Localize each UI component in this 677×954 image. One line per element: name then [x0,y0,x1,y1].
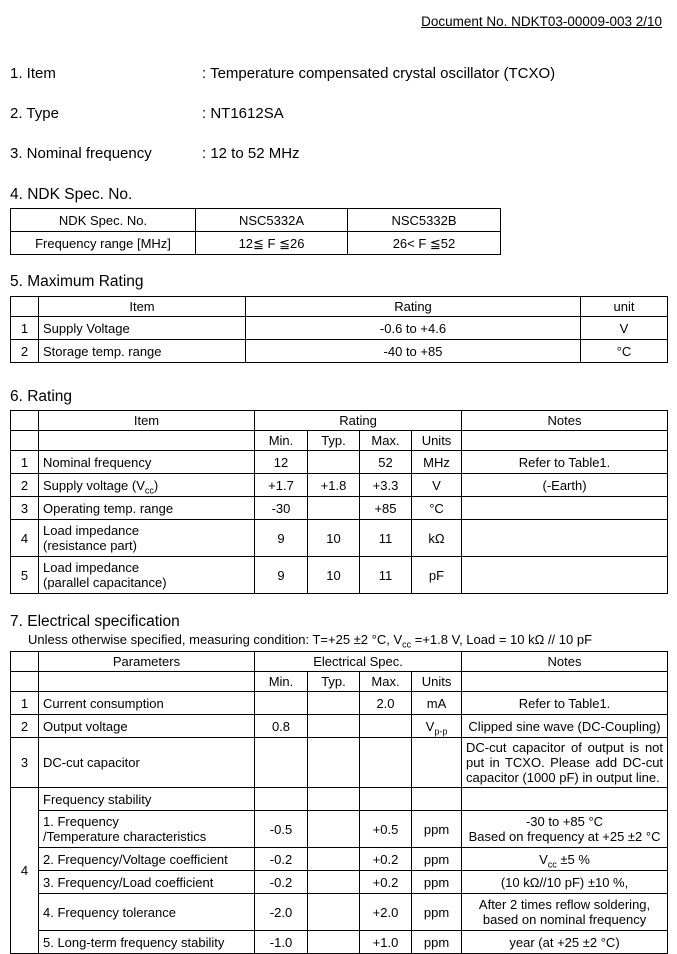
table-row [11,692,668,715]
cell-min: 12 [255,451,308,474]
item-value: : Temperature compensated crystal oscillator (TCXO) [202,65,556,82]
notes-line1: After 2 times reflow soldering, [478,897,651,912]
cell-typ [308,451,360,474]
table-header-row [11,297,668,317]
cell-blank [11,431,39,451]
cell-blank [39,672,255,692]
cell-units: ppm [412,894,462,931]
cell-units: ppm [412,871,462,894]
cell-typ: 10 [308,557,360,594]
cell-notes [462,520,668,557]
item-line2: (resistance part) [43,538,137,553]
cell-typ [308,848,360,871]
item-list [10,65,667,162]
cell-notes [462,497,668,520]
cell-max: 52 [360,451,412,474]
cell-unit: °C [581,340,668,363]
table-row [11,520,668,557]
table-row [11,474,668,497]
cell-item [39,557,255,594]
cell-item: Supply Voltage [39,317,246,340]
cell-item: Storage temp. range [39,340,246,363]
table-row [11,557,668,594]
cell-no: 3 [11,497,39,520]
item-line1: Load impedance [43,523,140,538]
table-row-group-header [11,788,668,811]
nominal-frequency-value: : 12 to 52 MHz [202,145,300,162]
cell-min: +1.7 [255,474,308,497]
table-row [11,209,501,232]
cell-blank [11,297,39,317]
col-rating: Rating [246,297,581,317]
cell-no: 3 [11,738,39,788]
ndk-spec-table [10,208,501,255]
cell-max: +85 [360,497,412,520]
cell-typ: 10 [308,520,360,557]
cell-max: +2.0 [360,894,412,931]
section7-title: 7. Electrical specification [10,613,180,630]
table-row [11,738,668,788]
cell-blank [11,411,39,431]
notes-line1: -30 to +85 °C [525,814,604,829]
cell-param [39,811,255,848]
cell-max: +0.5 [360,811,412,848]
cell-notes [462,788,668,811]
param-line1: 1. Frequency [43,814,119,829]
cell-blank [462,431,668,451]
table-row [11,848,668,871]
cell-notes [462,894,668,931]
table-row [11,451,668,474]
cell-param: Current consumption [39,692,255,715]
cell-param: 2. Frequency/Voltage coefficient [39,848,255,871]
cell-blank [11,652,39,672]
cell-min: -0.2 [255,871,308,894]
cell-units: pF [412,557,462,594]
cell-units: ppm [412,931,462,954]
cell-max: 11 [360,520,412,557]
cell-min: -0.5 [255,811,308,848]
cell-min [255,738,308,788]
cell-no: 1 [11,317,39,340]
cell-min [255,692,308,715]
cell-max: +3.3 [360,474,412,497]
cell-min: 0.8 [255,715,308,738]
table-row [11,931,668,954]
table-header-row [11,652,668,672]
cell-spec-header: NDK Spec. No. [11,209,196,232]
cell-units: MHz [412,451,462,474]
item-line1: Load impedance [43,560,140,575]
cell-no: 1 [11,451,39,474]
col-units: Units [412,431,462,451]
notes-line2: Based on frequency at +25 ±2 °C [468,829,661,844]
cell-typ [308,715,360,738]
cell-min: 9 [255,520,308,557]
cell-item: Operating temp. range [39,497,255,520]
table-row [11,715,668,738]
electrical-spec-table [10,651,668,954]
item-line2: (parallel capacitance) [43,575,167,590]
cell-units: kΩ [412,520,462,557]
item-line-item [10,65,667,82]
cell-min: -1.0 [255,931,308,954]
cell-typ: +1.8 [308,474,360,497]
table-row [11,811,668,848]
cell-param: 3. Frequency/Load coefficient [39,871,255,894]
col-electrical-spec-group: Electrical Spec. [255,652,462,672]
cell-min [255,788,308,811]
table-header-row [11,411,668,431]
col-parameters: Parameters [39,652,255,672]
cell-min: -0.2 [255,848,308,871]
cell-units [412,738,462,788]
section6-title: 6. Rating [10,388,73,405]
cell-notes: Refer to Table1. [462,451,668,474]
col-notes: Notes [462,652,668,672]
cell-notes: $V_{cc} \pm 5$ % [462,848,668,871]
cell-param: Output voltage [39,715,255,738]
table-row [11,340,668,363]
cell-max: +1.0 [360,931,412,954]
cell-notes [462,811,668,848]
cell-frequency-range-label: Frequency range [MHz] [11,232,196,255]
cell-units: °C [412,497,462,520]
col-rating-group: Rating [255,411,462,431]
param-line2: /Temperature characteristics [43,829,207,844]
section-ndk-spec-no [10,186,667,255]
type-label: 2. Type [10,105,59,122]
cell-param: DC-cut capacitor [39,738,255,788]
table-row [11,894,668,931]
cell-notes: (10 kΩ//10 pF) ±10 %, [462,871,668,894]
cell-typ [308,931,360,954]
col-typ: Typ. [308,672,360,692]
table-row [11,871,668,894]
cell-units: ppm [412,811,462,848]
type-value: : NT1612SA [202,105,284,122]
section-electrical-specification [10,613,667,954]
table-subheader-row [11,431,668,451]
cell-max [360,715,412,738]
cell-param: 4. Frequency tolerance [39,894,255,931]
cell-unit: V [581,317,668,340]
cell-typ [308,692,360,715]
col-min: Min. [255,672,308,692]
cell-min: -2.0 [255,894,308,931]
col-units: Units [412,672,462,692]
notes-line2: based on nominal frequency [482,912,647,927]
maximum-rating-table [10,296,668,363]
cell-notes: Refer to Table1. [462,692,668,715]
cell-no: 2 [11,715,39,738]
cell-max [360,738,412,788]
cell-rating: -40 to +85 [246,340,581,363]
col-unit: unit [581,297,668,317]
cell-blank [39,431,255,451]
col-min: Min. [255,431,308,451]
cell-item: Supply voltage $(V_{cc})$ [39,474,255,497]
cell-rating: -0.6 to +4.6 [246,317,581,340]
item-line-nominal-frequency [10,145,667,162]
cell-units: V [412,474,462,497]
cell-typ [308,738,360,788]
cell-item: Nominal frequency [39,451,255,474]
rating-table [10,410,668,594]
cell-typ [308,871,360,894]
cell-units: ppm [412,848,462,871]
cell-no: 4 [11,520,39,557]
col-item: Item [39,411,255,431]
section-maximum-rating [10,273,667,363]
cell-no: 1 [11,692,39,715]
cell-no: 4 [11,788,39,954]
section5-title: 5. Maximum Rating [10,273,144,290]
section-rating [10,388,667,594]
col-notes: Notes [462,411,668,431]
cell-max [360,788,412,811]
cell-units: $V_{p-p}$ [412,715,462,738]
cell-typ [308,788,360,811]
section4-title: 4. NDK Spec. No. [10,186,133,203]
cell-max: 11 [360,557,412,594]
table-row [11,497,668,520]
table-subheader-row [11,672,668,692]
nominal-frequency-label: 3. Nominal frequency [10,145,152,162]
col-item: Item [39,297,246,317]
table-row [11,317,668,340]
document-number: Document No. NDKT03-00009-003 2/10 [421,14,662,29]
cell-no: 5 [11,557,39,594]
cell-max: 2.0 [360,692,412,715]
cell-notes: DC-cut capacitor of output is not put in TCXO. Please add DC-cut capacitor (1000 pF) in output line. [462,738,668,788]
measuring-condition: Unless otherwise specified, measuring condition: T=+25 ±2 °C, $V_{cc} =+1.8$ V, Load = 10 kΩ // 10 pF [28,632,593,650]
table-row [11,232,501,255]
cell-min: -30 [255,497,308,520]
cell-no: 2 [11,340,39,363]
cell-param: Frequency stability [39,788,255,811]
cell-blank [462,672,668,692]
cell-units: mA [412,692,462,715]
cell-max: +0.2 [360,871,412,894]
cell-spec-b: NSC5332B [348,209,501,232]
cell-notes [462,557,668,594]
cell-min: 9 [255,557,308,594]
cell-units [412,788,462,811]
cell-param: 5. Long-term frequency stability [39,931,255,954]
cell-max: +0.2 [360,848,412,871]
cell-spec-a: NSC5332A [196,209,348,232]
cell-range-a: 12≦ F ≦26 [196,232,348,255]
col-typ: Typ. [308,431,360,451]
col-max: Max. [360,431,412,451]
item-line-type [10,105,667,122]
cell-notes: Clipped sine wave (DC-Coupling) [462,715,668,738]
item-label: 1. Item [10,65,56,82]
cell-typ [308,497,360,520]
cell-no: 2 [11,474,39,497]
cell-typ [308,811,360,848]
cell-notes: (-Earth) [462,474,668,497]
cell-blank [11,672,39,692]
cell-typ [308,894,360,931]
cell-item [39,520,255,557]
cell-range-b: 26< F ≦52 [348,232,501,255]
col-max: Max. [360,672,412,692]
cell-notes: year (at +25 ±2 °C) [462,931,668,954]
